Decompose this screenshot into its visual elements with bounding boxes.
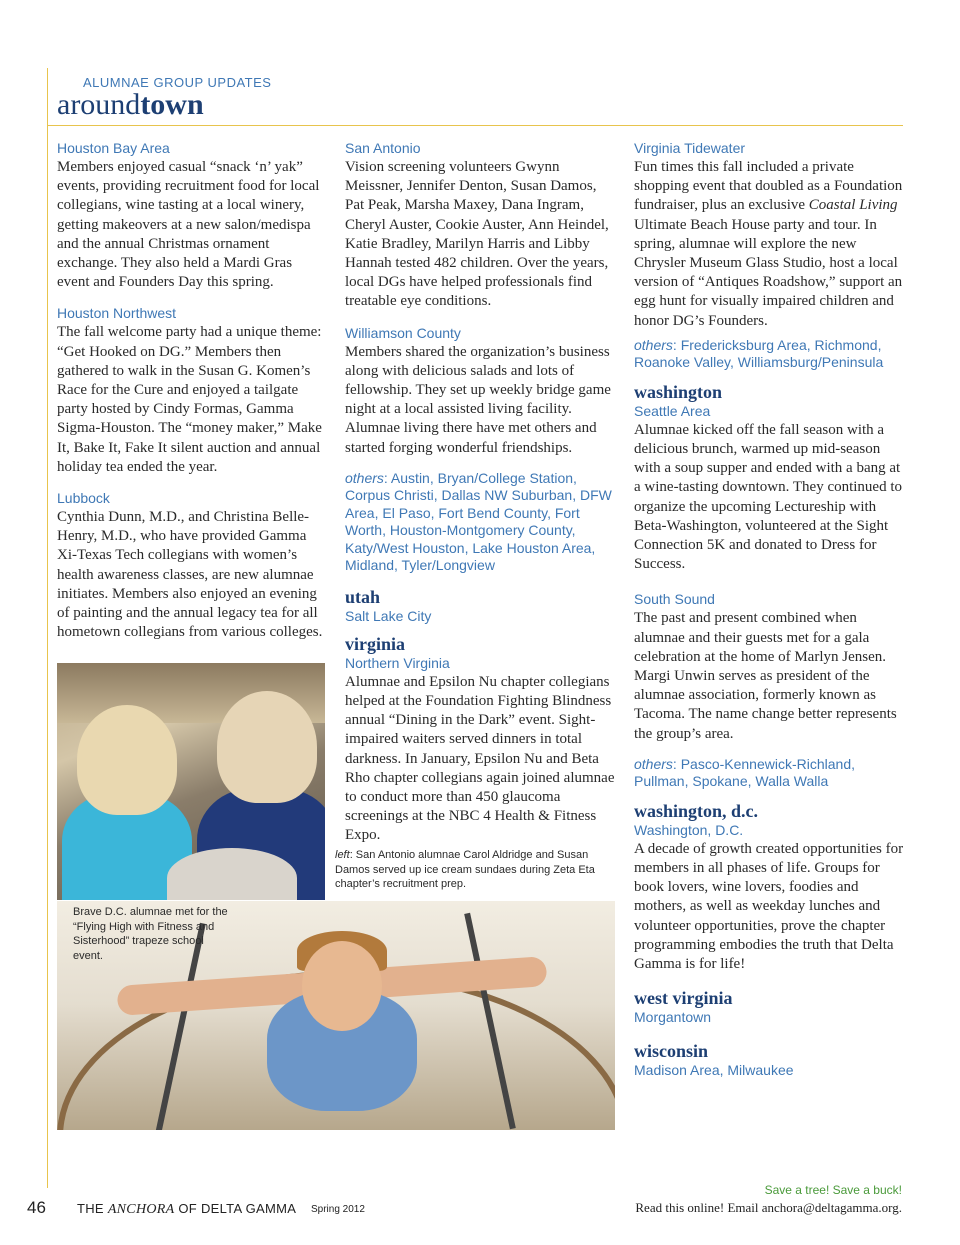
section-utah — [345, 587, 617, 626]
column-1 — [57, 139, 325, 654]
subhead-lubbock: Lubbock — [57, 490, 110, 507]
state-heading-washington: washington — [634, 381, 723, 402]
header-rule — [47, 125, 903, 126]
text-houston-bay: Members enjoyed casual “snack ‘n’ yak” events, providing recruitment food for local collegians, wine tasting at a local winery, getting makeovers at a new salon/medispa and the annual Christmas ornament exchange. They also held a Mardi Gras event and Founders Day this spring. — [57, 159, 320, 291]
subhead-south-sound: South Sound — [634, 591, 715, 608]
texas-others — [345, 470, 617, 575]
text-williamson: Members shared the organization’s business along with delicious salads and lots of fellowship. They set up weekly bridge game night at a local assisted living facility. Alumnae living there have met others and started forging wonderful friendships. — [345, 343, 611, 456]
pub-italic: ANCHORA — [107, 1202, 175, 1217]
section-houston-nw — [57, 304, 325, 477]
others-list: : Pasco-Kennewick-Richland, Pullman, Spokane, Walla Walla — [634, 755, 856, 790]
section-houston-bay — [57, 139, 325, 292]
subhead-san-antonio: San Antonio — [345, 140, 421, 156]
text-houston-nw: The fall welcome party had a unique theme: “Get Hooked on DG.” Members then gathered to walk in the Susan G. Komen’s Race for the Cure and enjoyed a tailgate party hosted by Cindy Formas, Gamma Sigma-Houston. The “money maker,” Make It, Bake It, Fake It silent auction and annual holiday tea ended the year. — [57, 324, 322, 475]
section-san-antonio — [345, 139, 617, 312]
caption-photo-1 — [335, 848, 605, 892]
subhead-williamson: Williamson County — [345, 324, 461, 341]
subhead-houston-nw: Houston Northwest — [57, 305, 177, 322]
section-west-virginia — [634, 988, 906, 1027]
subhead-tidewater: Virginia Tidewater — [634, 140, 746, 156]
subhead-salt-lake: Salt Lake City — [345, 607, 432, 624]
title-around: around — [57, 88, 141, 121]
section-dc — [634, 801, 906, 974]
section-va-others — [634, 337, 906, 372]
title-town: town — [140, 88, 204, 121]
text-san-antonio: Vision screening volunteers Gwynn Meissner, Jennifer Denton, Susan Damos, Pat Peak, Marsha Maxey, Dana Ingram, Cheryl Auster, Cookie Auster, Ann Heindel, Katie Bradley, Marilyn Harris and Libby Hannah tested 482 children. Over the years, local DGs have helped professionals find treatable eye conditions. — [345, 159, 609, 310]
state-heading-virginia: virginia — [345, 633, 406, 654]
text-tidewater-italic: Coastal Living — [808, 197, 898, 214]
washington-others — [634, 756, 906, 791]
vertical-rule — [47, 68, 48, 1188]
subhead-morgantown: Morgantown — [634, 1009, 712, 1026]
photo-face-1 — [77, 705, 177, 815]
text-tidewater-b: Ultimate Beach House party and tour. In spring, alumnae will explore the new Chrysler Museum Glass Studio, host a local version of “Antiques Roadshow,” support an egg hunt for visually impaired children and honor DG’s Founders. — [634, 216, 903, 329]
section-washington — [634, 382, 906, 575]
section-williamson — [345, 324, 617, 458]
page-number: 46 — [27, 1198, 46, 1217]
caption-text: : San Antonio alumnae Carol Aldridge and Susan Damos served up ice cream sundaes during Zeta Eta chapter’s recruitment prep. — [335, 849, 595, 890]
save-tree-note: Save a tree! Save a buck! — [764, 1183, 902, 1197]
others-label: others — [345, 469, 384, 486]
virginia-others — [634, 337, 906, 372]
section-kicker: ALUMNAE GROUP UPDATES — [83, 75, 272, 90]
section-texas-others — [345, 470, 617, 575]
publication-name — [77, 1201, 296, 1218]
photo-bowl — [167, 848, 297, 900]
issue-date: Spring 2012 — [311, 1204, 365, 1215]
section-lubbock — [57, 489, 325, 642]
column-2 — [345, 139, 617, 858]
subhead-seattle: Seattle Area — [634, 402, 711, 419]
read-online-note: Read this online! Email anchora@deltagamma.org. — [635, 1200, 902, 1215]
state-heading-dc: washington, d.c. — [634, 800, 759, 821]
others-label: others — [634, 336, 673, 353]
photo-face-2 — [217, 691, 317, 803]
pub-a: THE — [77, 1201, 108, 1216]
section-virginia — [345, 634, 617, 846]
section-south-sound — [634, 590, 906, 743]
section-tidewater — [634, 139, 906, 331]
section-wa-others — [634, 756, 906, 791]
text-seattle: Alumnae kicked off the fall season with a delicious brunch, warmed up mid-season with a soup supper and ended with a bang at a wine-tasting downtown. They continued to organize the upcoming Lectureship with Beta-Washington, volunteered at the Sight Connection 5K and donated to Dress for Success. — [634, 421, 903, 573]
state-heading-wisconsin: wisconsin — [634, 1041, 709, 1062]
caption-photo-2: Brave D.C. alumnae met for the “Flying High with Fitness and Sisterhood” trapeze school event. — [73, 906, 228, 962]
others-list: : Fredericksburg Area, Richmond, Roanoke Valley, Williamsburg/Peninsula — [634, 336, 884, 371]
others-list: : Austin, Bryan/College Station, Corpus Christi, Dallas NW Suburban, DFW Area, El Paso, Fort Bend County, Fort Worth, Houston-Montgomery County, Katy/West Houston, Lake Houston Area, Midland, Tyler/Longview — [345, 469, 612, 574]
subhead-northern-virginia: Northern Virginia — [345, 654, 450, 671]
caption-label: left — [335, 849, 350, 861]
text-south-sound: The past and present combined when alumnae and their guests met for a gala celebration at the home of Marlyn Jensen. Margi Unwin serves as president of the alumnae association, formerly known as Tacoma. The name change better represents the group’s area. — [634, 610, 897, 742]
column-3 — [634, 139, 906, 1092]
text-tidewater-a: Fun times this fall included a private shopping event that doubled as a Foundation fundraiser, plus an exclusive — [634, 159, 903, 214]
photo-san-antonio-alumnae — [57, 663, 325, 900]
subhead-madison: Madison Area, Milwaukee — [634, 1062, 794, 1079]
text-washington-dc: A decade of growth created opportunities for members in all phases of life. Groups for book lovers, wine lovers, foodies and mothers, as well as weekday lunches and volunteer opportunities, prove the chapter programming embodies the truth that Delta Gamma is for life! — [634, 840, 904, 973]
state-heading-utah: utah — [345, 586, 381, 607]
subhead-washington-dc: Washington, D.C. — [634, 821, 744, 838]
state-heading-west-virginia: west virginia — [634, 988, 733, 1009]
text-tidewater — [634, 158, 906, 331]
others-label: others — [634, 755, 673, 772]
text-lubbock: Cynthia Dunn, M.D., and Christina Belle-Henry, M.D., who have provided Gamma Xi-Texas Tech collegians with women’s health awareness classes, are new alumnae initiates. Members also enjoyed an evening of painting and the annual legacy tea for all hometown collegians from various colleges. — [57, 509, 323, 641]
photo-head — [302, 941, 382, 1031]
section-wisconsin — [634, 1041, 906, 1080]
page-title — [57, 86, 204, 124]
pub-b: OF DELTA GAMMA — [174, 1201, 297, 1216]
subhead-houston-bay: Houston Bay Area — [57, 140, 170, 156]
text-northern-virginia: Alumnae and Epsilon Nu chapter collegians helped at the Foundation Fighting Blindness annual “Dining in the Dark” event. Sight-impaired waiters served dinners in total darkness. In January, Epsilon Nu and Beta Rho chapter collegians again joined alumnae to conduct more than 450 glaucoma screenings at the NBC 4 Health & Fitness Expo. — [345, 673, 615, 844]
